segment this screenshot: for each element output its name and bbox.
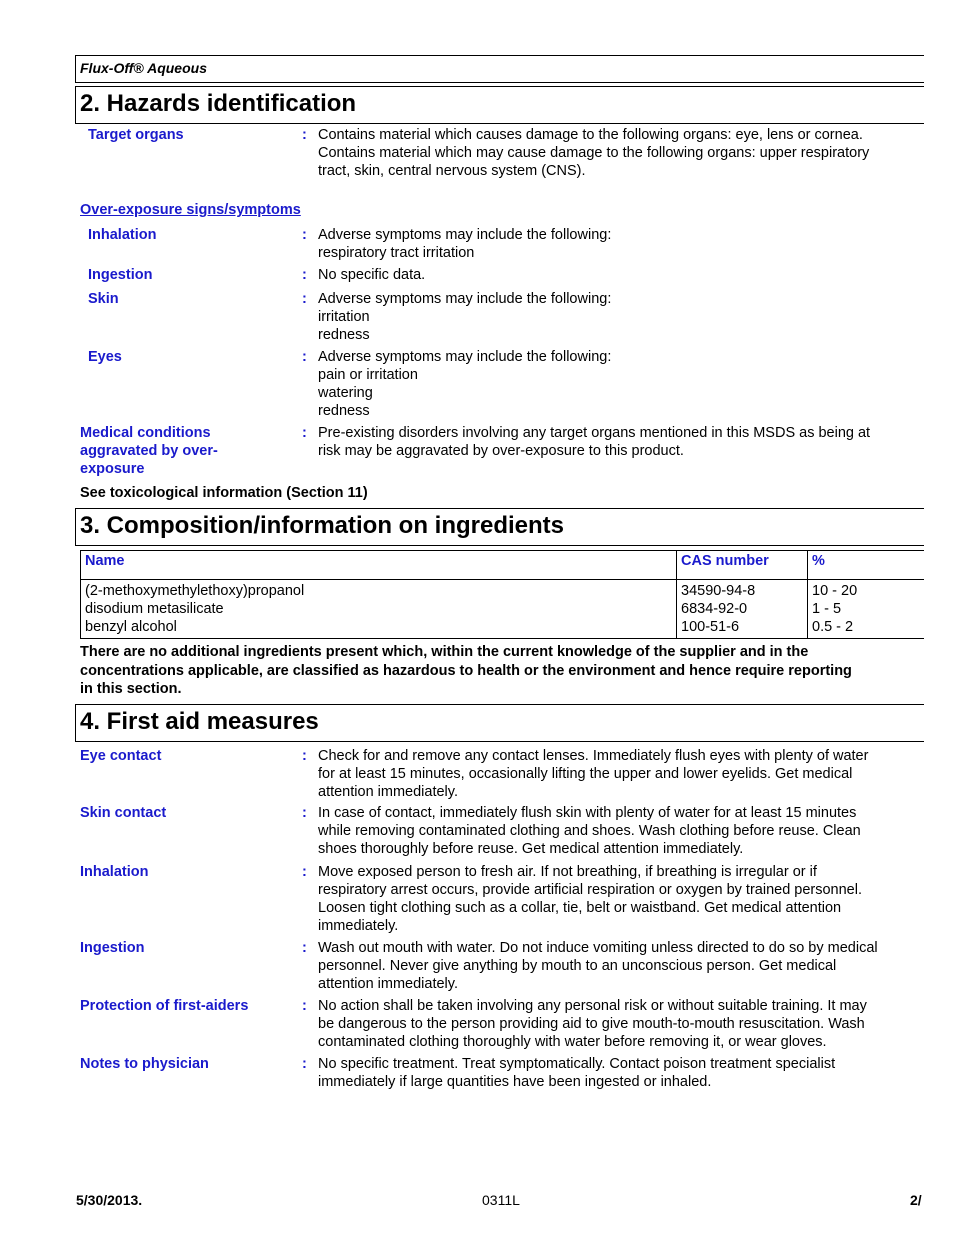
column-header-cas: CAS number [677, 551, 808, 580]
ingredient-name: (2-methoxymethylethoxy)propanol [85, 583, 305, 599]
colon: : [302, 227, 307, 243]
cas-numbers-cell [677, 580, 808, 639]
footer-page: 2/ [910, 1192, 922, 1208]
target-organs-label: Target organs [88, 127, 184, 143]
see-tox-note: See toxicological information (Section 11) [80, 485, 368, 501]
overexposure-link[interactable]: Over-exposure signs/symptoms [80, 202, 301, 218]
protection-first-aiders-label: Protection of first-aiders [80, 998, 249, 1014]
target-organs-value: Contains material which causes damage to the following organs: eye, lens or cornea. Contains material which may cause damage to the following organs: upper respiratory tract, skin, central nervous system (CNS). [318, 127, 870, 179]
section-3-header [75, 508, 924, 546]
inhalation-label: Inhalation [88, 227, 157, 243]
colon: : [302, 291, 307, 307]
colon: : [302, 748, 307, 764]
ingredients-note: There are no additional ingredients present which, within the current knowledge of the supplier and in the concentrations applicable, are classified as hazardous to health or the environment and hence require reporting in this section. [80, 644, 852, 697]
colon: : [302, 940, 307, 956]
percent-value: 1 - 5 [812, 601, 842, 617]
first-aid-ingestion-label: Ingestion [80, 940, 145, 956]
ingestion-value: No specific data. [318, 267, 426, 283]
cas-number: 100-51-6 [681, 619, 740, 635]
document-header [75, 55, 924, 83]
eyes-label: Eyes [88, 349, 122, 365]
colon: : [302, 349, 307, 365]
skin-contact-label: Skin contact [80, 805, 167, 821]
skin-label: Skin [88, 291, 119, 307]
colon: : [302, 425, 307, 441]
colon: : [302, 127, 307, 143]
section-4-header [75, 704, 924, 742]
inhalation-value: Adverse symptoms may include the following: respiratory tract irritation [318, 227, 612, 261]
table-row [81, 580, 925, 639]
colon: : [302, 1056, 307, 1072]
medical-conditions-value: Pre-existing disorders involving any target organs mentioned in this MSDS as being at risk may be aggravated by over-exposure to this product. [318, 425, 871, 459]
notes-to-physician-label: Notes to physician [80, 1056, 209, 1072]
eye-contact-label: Eye contact [80, 748, 162, 764]
colon: : [302, 805, 307, 821]
section-2-header [75, 86, 924, 124]
skin-contact-value: In case of contact, immediately flush skin with plenty of water for at least 15 minutes while removing contaminated clothing and shoes. Wash clothing before reuse. Clean shoes thoroughly before reuse. Get medical attention immediately. [318, 805, 861, 857]
ingestion-label: Ingestion [88, 267, 153, 283]
footer-code: 0311L [482, 1192, 520, 1208]
colon: : [302, 998, 307, 1014]
section-2-title: 2. Hazards identification [80, 90, 357, 117]
ingredients-table [80, 550, 924, 639]
ingredient-name: benzyl alcohol [85, 619, 177, 635]
percent-cell [808, 580, 925, 639]
footer-date: 5/30/2013. [76, 1192, 143, 1208]
cas-number: 6834-92-0 [681, 601, 748, 617]
section-3-title: 3. Composition/information on ingredients [80, 512, 564, 539]
column-header-percent: % [808, 551, 925, 580]
cas-number: 34590-94-8 [681, 583, 756, 599]
notes-to-physician-value: No specific treatment. Treat symptomatically. Contact poison treatment specialist immediately if large quantities have been ingested or inhaled. [318, 1056, 836, 1090]
eyes-value: Adverse symptoms may include the following: pain or irritation watering redness [318, 349, 612, 419]
percent-value: 10 - 20 [812, 583, 858, 599]
column-header-name: Name [81, 551, 677, 580]
ingredient-names-cell [81, 580, 677, 639]
first-aid-inhalation-label: Inhalation [80, 864, 149, 880]
colon: : [302, 267, 307, 283]
eye-contact-value: Check for and remove any contact lenses. Immediately flush eyes with plenty of water for at least 15 minutes, occasionally lifting the upper and lower eyelids. Get medical attention immediately. [318, 748, 869, 800]
first-aid-ingestion-value: Wash out mouth with water. Do not induce vomiting unless directed to do so by medical personnel. Never give anything by mouth to an unconscious person. Get medical attention immediately. [318, 940, 878, 992]
protection-first-aiders-value: No action shall be taken involving any personal risk or without suitable training. It may be dangerous to the person providing aid to give mouth-to-mouth resuscitation. Wash contaminated clothing thoroughly with water before removing it, or wear gloves. [318, 998, 867, 1050]
percent-value: 0.5 - 2 [812, 619, 854, 635]
medical-conditions-label: Medical conditions aggravated by over- exposure [80, 425, 218, 477]
skin-value: Adverse symptoms may include the following: irritation redness [318, 291, 612, 343]
ingredient-name: disodium metasilicate [85, 601, 224, 617]
product-name: Flux-Off® Aqueous [80, 60, 207, 76]
colon: : [302, 864, 307, 880]
first-aid-inhalation-value: Move exposed person to fresh air. If not breathing, if breathing is irregular or if respiratory arrest occurs, provide artificial respiration or oxygen by trained personnel. Loosen tight clothing such as a collar, tie, belt or waistband. Get medical attention immediately. [318, 864, 862, 934]
section-4-title: 4. First aid measures [80, 708, 319, 735]
